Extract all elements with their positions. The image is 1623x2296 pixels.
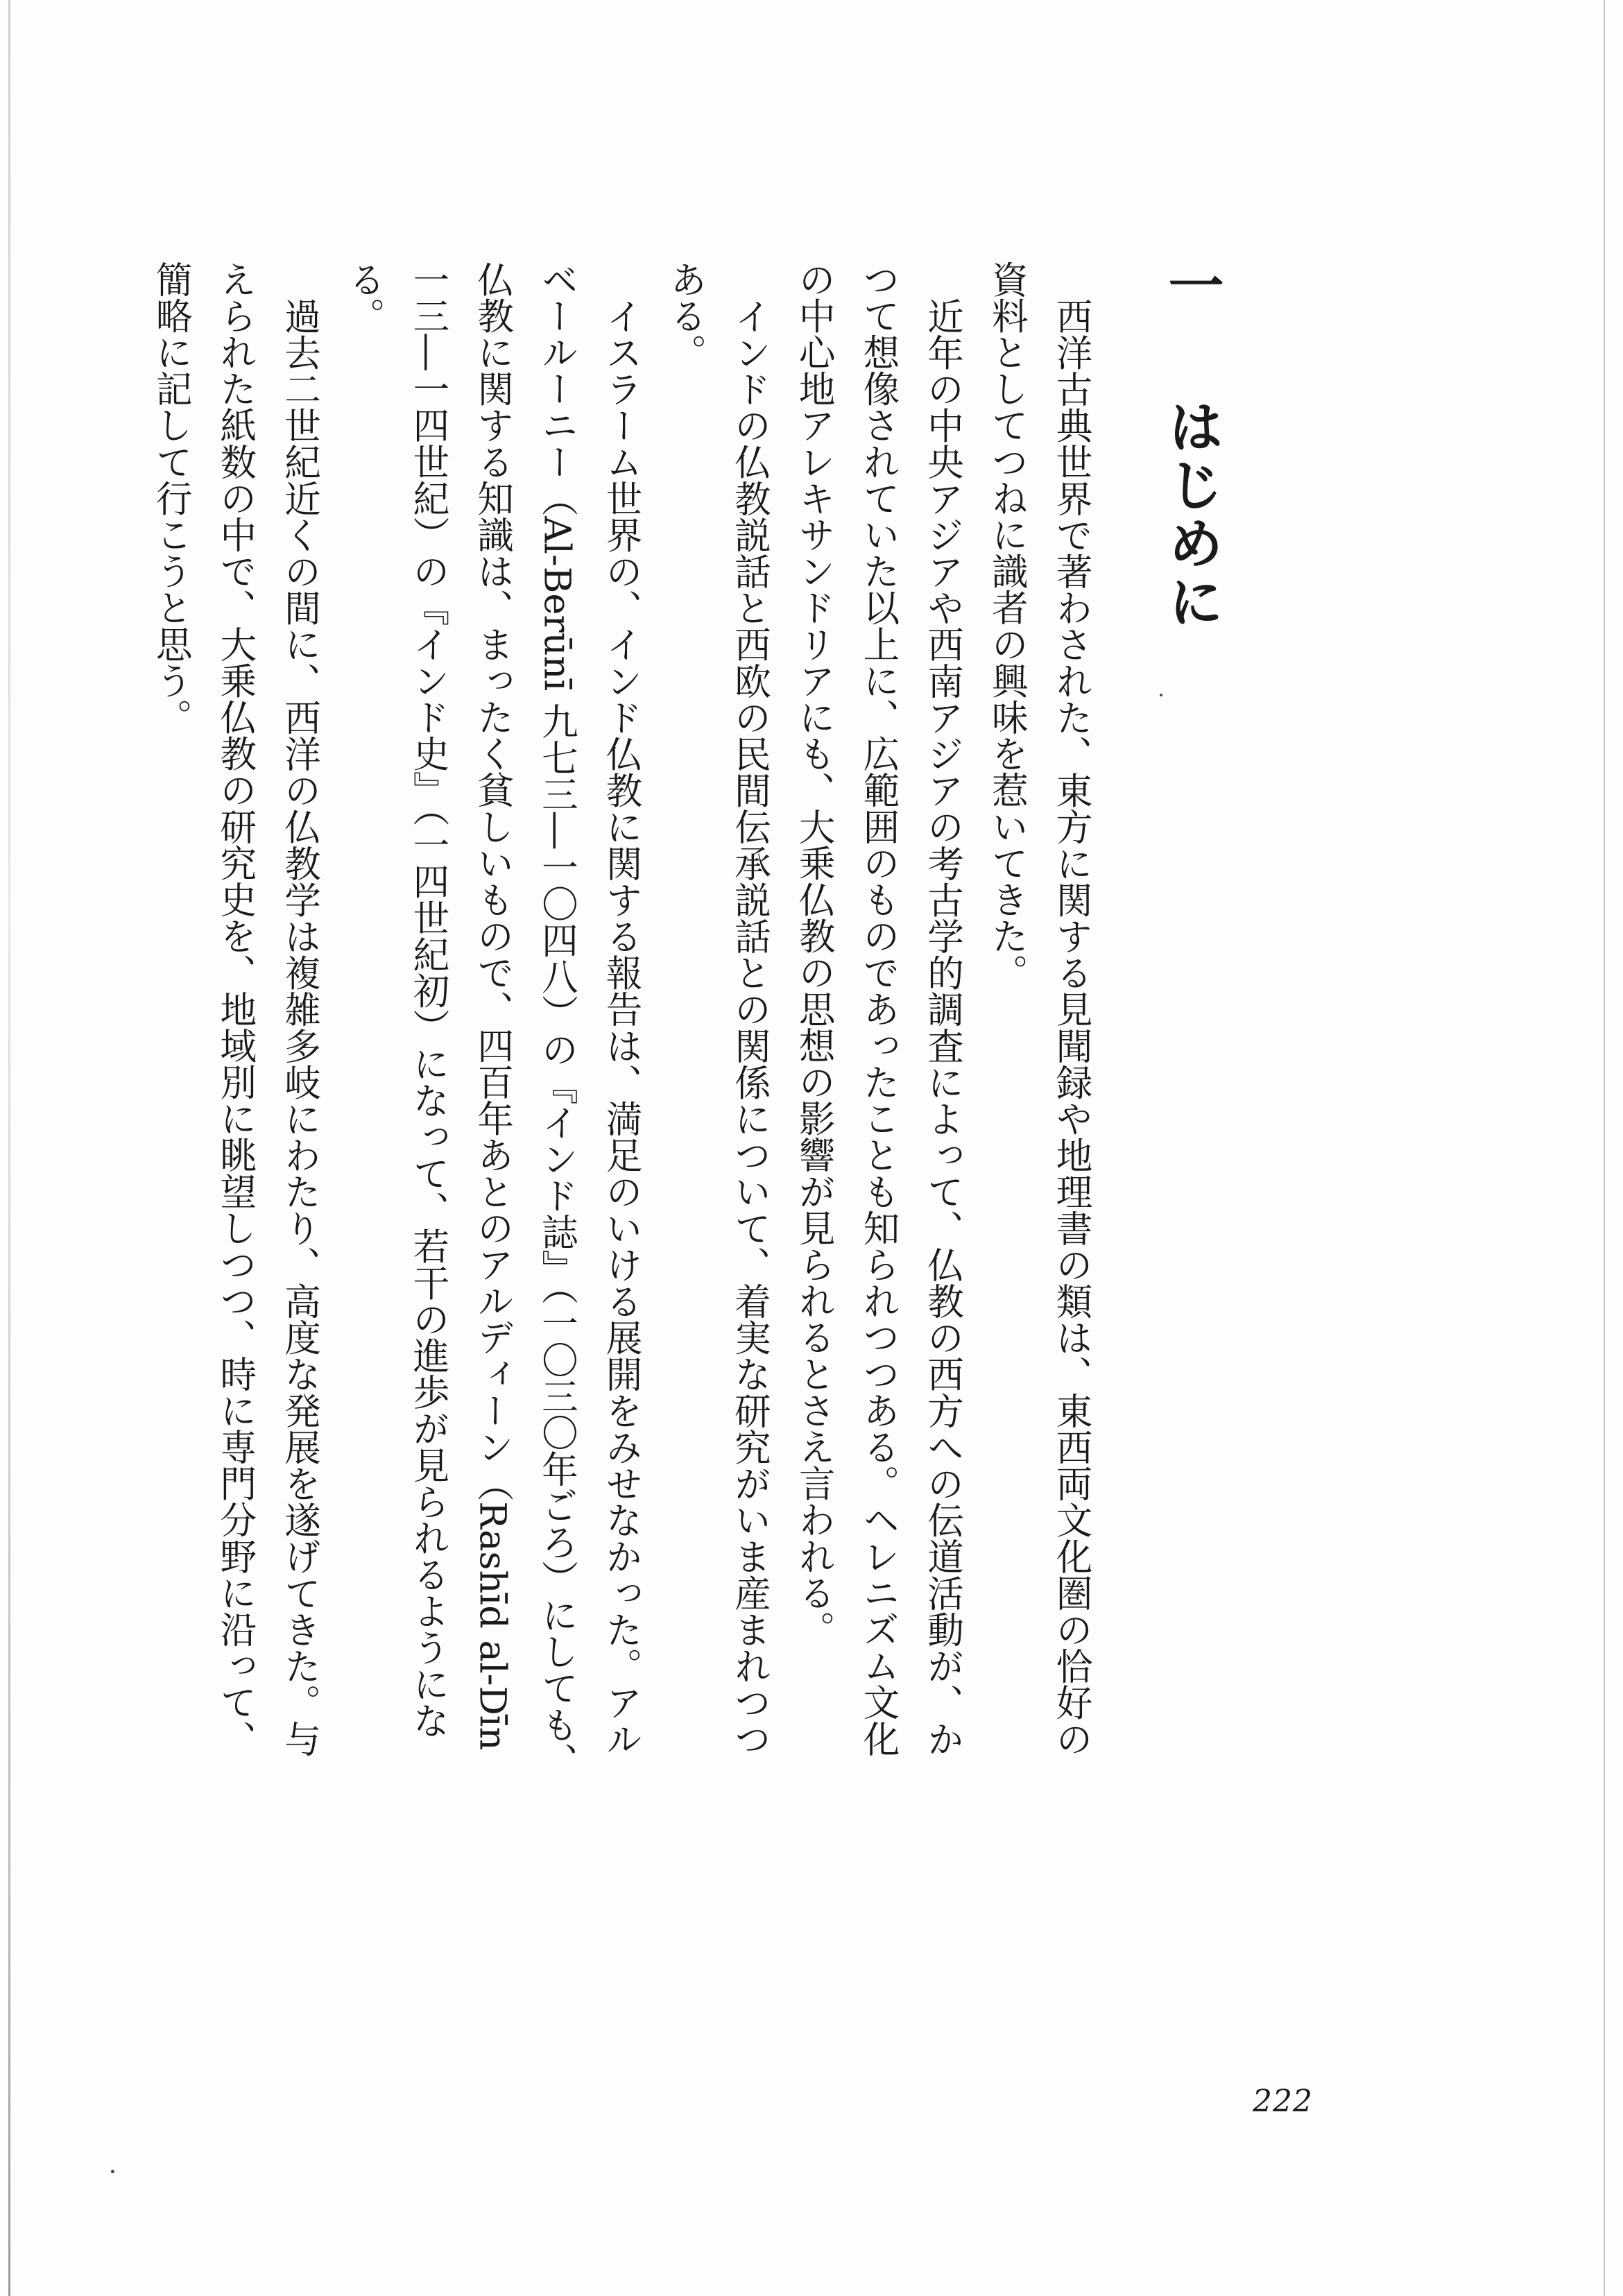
page-number: 222 [1253, 2084, 1313, 2119]
paragraph: 過去二世紀近くの間に、西洋の仏教学は複雑多岐にわたり、高度な発展を遂げてきた。与えられた紙数の中で、大乗仏教の研究史を、地域別に眺望しつつ、時に専門分野に沿って、簡略に記して行こうと思う。 [150, 261, 321, 1757]
section-title: はじめに [1159, 398, 1224, 631]
paragraph: インドの仏教説話と西欧の民間伝承説話との関係について、着実な研究がいま産まれつつある。 [664, 261, 771, 1757]
paragraph: 近年の中央アジアや西南アジアの考古学的調査によって、仏教の西方への伝道活動が、かつて想像されていた以上に、広範囲のものであったことも知られつつある。ヘレニズム文化の中心地アレキサンドリアにも、大乗仏教の思想の影響が見られるとさえ言われる。 [793, 261, 964, 1757]
section-number: 一 [1159, 257, 1224, 315]
paragraph: 西洋古典世界で著わされた、東方に関する見聞録や地理書の類は、東西両文化圏の恰好の資料としてつねに識者の興味を惹いてきた。 [986, 261, 1092, 1757]
scan-speck [111, 2170, 114, 2173]
section-heading [1157, 257, 1226, 631]
scan-edge-left [8, 0, 10, 2296]
paragraph: イスラーム世界の、インド仏教に関する報告は、満足のいける展開をみせなかった。アルベールーニー（Al-Berūnī 九七三―一〇四八）の『インド誌』（一〇三〇年ごろ）にしても、仏教に関する知識は、まったく貧しいもので、四百年あとのアルディーン（Rashīd al-Dīn 一三―一四世紀）の『インド史』（一四世紀初）になって、若干の進歩が見られるようになる。 [343, 261, 643, 1779]
scan-edge-right [1604, 0, 1605, 2296]
body-text [150, 261, 1103, 1787]
scan-speck [1160, 694, 1162, 696]
